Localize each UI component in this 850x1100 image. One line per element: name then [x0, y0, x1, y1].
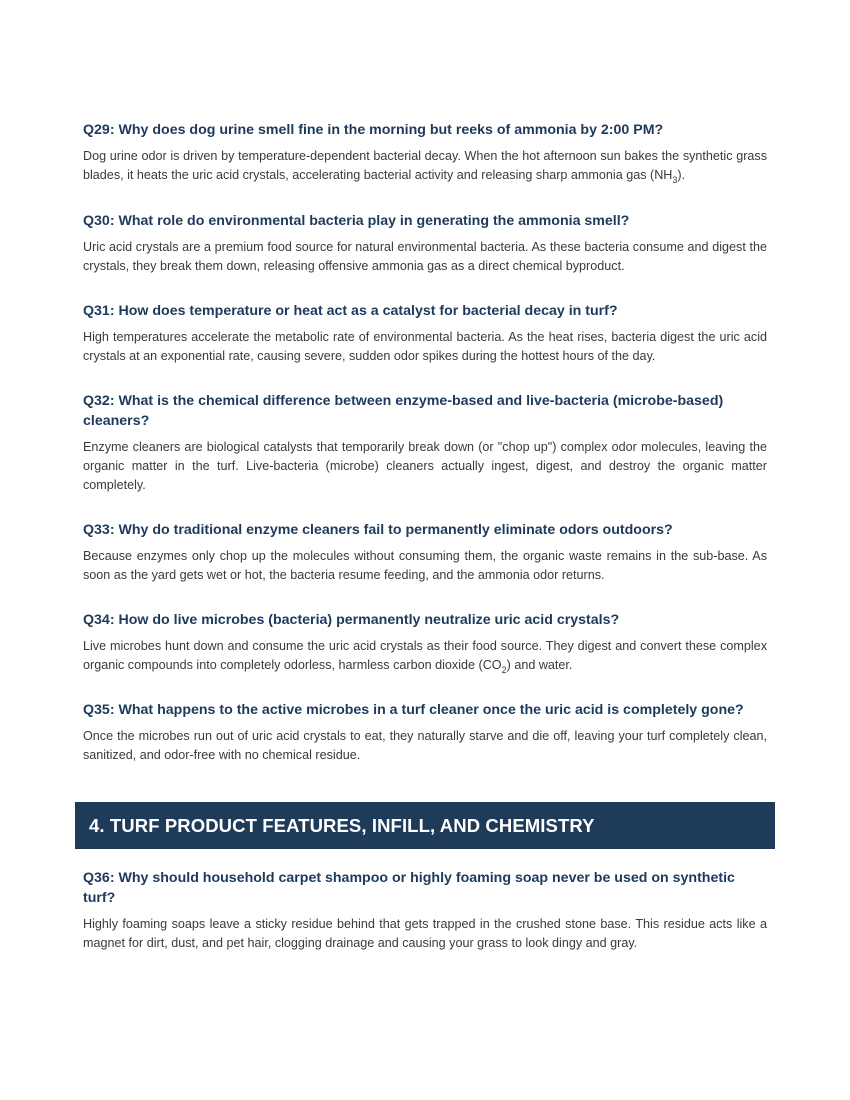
faq-answer: Dog urine odor is driven by temperature-dependent bacterial decay. When the hot afternoon sun bakes the synthetic grass blades, it heats the uric acid crystals, accelerating bacterial activity and releasing sharp ammonia gas $(NH_3)$. [83, 149, 767, 185]
faq-answer: Live microbes hunt down and consume the uric acid crystals as their food source. They digest and convert these complex organic compounds into completely odorless, harmless carbon dioxide $(CO_2)$ and water. [83, 639, 767, 675]
faq-question: Q33: Why do traditional enzyme cleaners fail to permanently eliminate odors outdoors? [83, 522, 673, 538]
faq-item-q35 [83, 700, 767, 765]
faq-question: Q30: What role do environmental bacteria play in generating the ammonia smell? [83, 213, 630, 229]
faq-answer: Enzyme cleaners are biological catalysts that temporarily break down (or "chop up") complex odor molecules, leaving the organic matter in the turf. Live-bacteria (microbe) cleaners actually ingest, digest, and destroy the organic matter completely. [83, 440, 767, 492]
subscript: 2 [501, 665, 507, 675]
faq-answer: Once the microbes run out of uric acid crystals to eat, they naturally starve and die off, leaving your turf completely clean, sanitized, and odor-free with no chemical residue. [83, 729, 767, 762]
faq-item-q30 [83, 211, 767, 276]
faq-item-q32 [83, 391, 767, 495]
section-title: 4. TURF PRODUCT FEATURES, INFILL, AND CHEMISTRY [89, 814, 595, 836]
section-header [75, 802, 775, 849]
faq-answer: Highly foaming soaps leave a sticky residue behind that gets trapped in the crushed stone base. This residue acts like a magnet for dirt, dust, and pet hair, clogging drainage and causing your grass to look dingy and gray. [83, 917, 767, 950]
faq-question: Q29: Why does dog urine smell fine in the morning but reeks of ammonia by 2:00 PM? [83, 122, 664, 138]
faq-item-q33 [83, 520, 767, 585]
faq-question: Q32: What is the chemical difference between enzyme-based and live-bacteria (microbe-based) cleaners? [83, 393, 724, 429]
faq-question: Q31: How does temperature or heat act as a catalyst for bacterial decay in turf? [83, 303, 618, 319]
faq-answer: High temperatures accelerate the metabolic rate of environmental bacteria. As the heat rises, bacteria digest the uric acid crystals at an exponential rate, causing severe, sudden odor spikes during the hottest hours of the day. [83, 330, 767, 363]
faq-item-q29 [83, 120, 767, 185]
faq-answer: Uric acid crystals are a premium food source for natural environmental bacteria. As these bacteria consume and digest the crystals, they break them down, releasing offensive ammonia gas as a direct chemical byproduct. [83, 240, 767, 273]
faq-answer: Because enzymes only chop up the molecules without consuming them, the organic waste remains in the sub-base. As soon as the yard gets wet or hot, the bacteria resume feeding, and the ammonia odor returns. [83, 549, 767, 582]
faq-question: Q35: What happens to the active microbes in a turf cleaner once the uric acid is completely gone? [83, 702, 744, 718]
faq-question: Q36: Why should household carpet shampoo or highly foaming soap never be used on synthetic turf? [83, 870, 735, 906]
faq-item-q36 [83, 868, 767, 953]
faq-question: Q34: How do live microbes (bacteria) permanently neutralize uric acid crystals? [83, 612, 620, 628]
faq-item-q31 [83, 301, 767, 366]
subscript: 3 [672, 175, 678, 185]
faq-item-q34 [83, 610, 767, 675]
